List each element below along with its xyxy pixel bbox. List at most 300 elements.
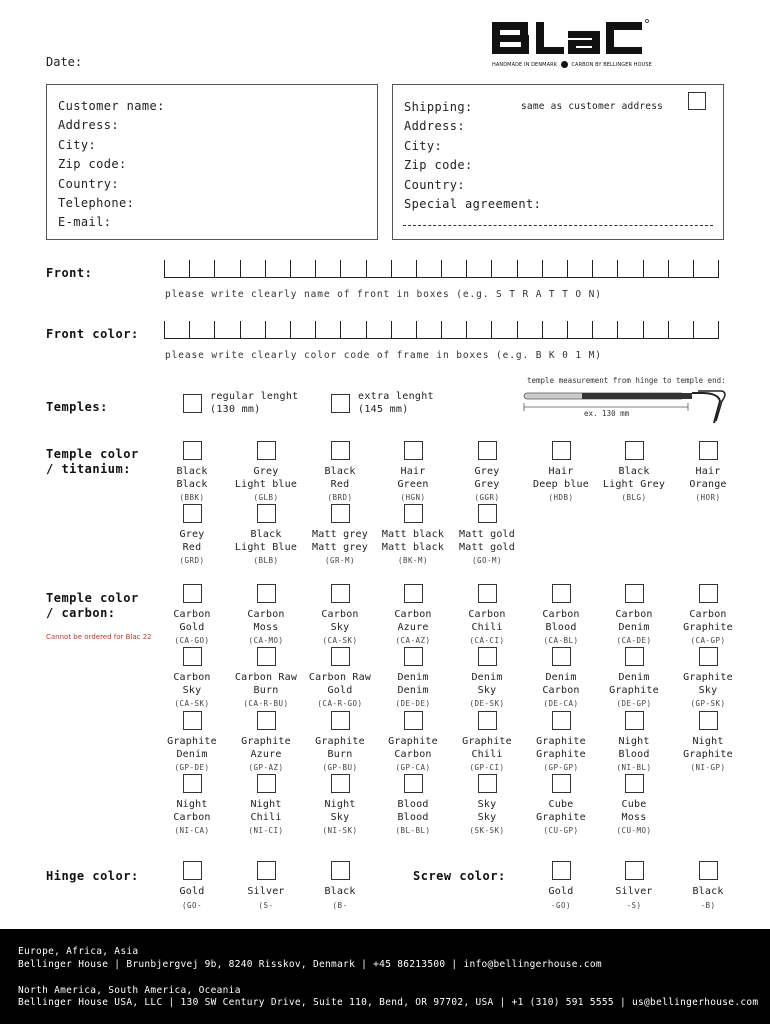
option-line1: Gold [179,886,205,897]
color-checkbox[interactable] [257,504,276,523]
option-line1: Black [250,529,282,540]
option-line1: Denim [397,672,429,683]
temple-illustration-icon [522,387,747,427]
option-code: (HDB) [548,493,574,502]
footer-address-2: Bellinger House USA, LLC | 130 SW Century Drive, Suite 110, Bend, OR 97702, USA | +1 (310) 591 5555 | us@bellingerhouse.com [18,997,759,1008]
color-option[interactable] [154,861,230,912]
color-checkbox[interactable] [625,647,644,666]
option-line2: Matt gold [459,541,515,553]
option-code: -S) [626,900,642,910]
option-line1: Carbon [468,609,506,620]
option-line1: Carbon [321,609,359,620]
color-checkbox[interactable] [478,504,497,523]
customer-box [46,84,378,240]
char-box[interactable] [668,321,693,339]
option-line1: Black [324,466,356,477]
char-box[interactable] [290,260,315,278]
char-box[interactable] [315,260,340,278]
color-option[interactable] [154,774,230,837]
date-label: Date: [46,55,83,69]
color-option[interactable] [302,711,378,774]
option-line1: Gold [548,886,574,897]
color-checkbox[interactable] [699,441,718,460]
same-as-customer-checkbox[interactable] [688,92,706,110]
option-line1: Grey [253,466,279,477]
customer-field[interactable]: Address: [58,118,119,133]
option-code: (DE-DE) [395,699,431,708]
char-box[interactable] [441,260,466,278]
char-box[interactable] [491,321,516,339]
option-code: (B- [332,900,348,910]
option-line1: Denim [545,672,577,683]
color-option[interactable] [670,711,746,774]
option-code: (DE-SK) [469,699,505,708]
char-box[interactable] [617,260,642,278]
front-color-char-boxes[interactable] [164,321,719,339]
color-checkbox[interactable] [552,584,571,603]
temple-measure-example: ex. 130 mm [584,409,630,418]
option-line1: Sky [477,799,497,810]
option-code: (SK-SK) [469,826,505,835]
color-option[interactable] [228,647,304,710]
option-code: (GR-M) [324,556,356,565]
footer-region-1: Europe, Africa, Asia [18,946,139,957]
option-line1: Hair [548,466,574,477]
char-box[interactable] [391,321,416,339]
option-line2: Azure [250,748,282,760]
titanium-label [46,447,139,476]
option-line1: Grey [474,466,500,477]
color-checkbox[interactable] [478,584,497,603]
color-checkbox[interactable] [257,441,276,460]
color-option[interactable] [670,441,746,504]
color-checkbox[interactable] [625,861,644,880]
color-option[interactable] [375,774,451,837]
color-option[interactable] [449,441,525,504]
temple-extra-line2: (145 mm) [358,403,409,415]
color-option[interactable] [449,647,525,710]
color-checkbox[interactable] [183,774,202,793]
color-checkbox[interactable] [257,584,276,603]
color-checkbox[interactable] [331,584,350,603]
carbon-note: Cannot be ordered for Blac 22 [46,633,152,641]
footer-region-2: North America, South America, Oceania [18,985,241,996]
option-code: (GGR) [474,493,500,502]
customer-field[interactable]: City: [58,137,97,152]
shipping-field[interactable]: Address: [404,119,465,134]
char-box[interactable] [567,260,592,278]
color-option[interactable] [449,774,525,837]
customer-field[interactable]: E-mail: [58,215,112,230]
option-line2: Deep blue [533,478,589,490]
color-option[interactable] [228,584,304,647]
option-code: (GP-CI) [469,763,505,772]
option-line2: Sky [330,811,350,823]
color-checkbox[interactable] [183,504,202,523]
char-box[interactable] [668,260,693,278]
color-checkbox[interactable] [404,504,423,523]
color-option[interactable] [523,584,599,647]
color-option[interactable] [228,441,304,504]
option-code: (CA-GO) [174,636,210,645]
color-checkbox[interactable] [331,647,350,666]
color-option[interactable] [154,711,230,774]
option-code: (S- [258,900,274,910]
footer-address-1: Bellinger House | Brunbjergvej 9b, 8240 Risskov, Denmark | +45 86213500 | info@bellingerhouse.com [18,959,602,970]
char-box[interactable] [315,321,340,339]
char-box[interactable] [592,321,617,339]
color-option[interactable] [154,647,230,710]
color-checkbox[interactable] [699,711,718,730]
option-line2: Chili [471,748,503,760]
color-checkbox[interactable] [257,647,276,666]
color-checkbox[interactable] [478,774,497,793]
char-box[interactable] [340,321,365,339]
option-line1: Matt black [381,529,445,540]
color-option[interactable] [154,441,230,504]
color-checkbox[interactable] [625,774,644,793]
shipping-fields [404,98,541,214]
option-line2: Graphite [536,811,586,823]
option-line2: Denim [176,748,208,760]
color-checkbox[interactable] [404,441,423,460]
option-line2: Graphite [609,684,659,696]
option-line2: Chili [250,811,282,823]
option-line1: Denim [471,672,503,683]
char-box[interactable] [366,321,391,339]
shipping-field[interactable]: Country: [404,177,465,192]
customer-fields [58,97,165,233]
option-line1: Graphite [683,672,733,683]
option-code: (NI-CI) [248,826,284,835]
option-line1: Hair [400,466,426,477]
color-checkbox[interactable] [625,584,644,603]
color-checkbox[interactable] [552,774,571,793]
char-box[interactable] [542,321,567,339]
shipping-field[interactable]: Special agreement: [404,196,542,211]
color-option[interactable] [375,441,451,504]
option-line2: Graphite [683,748,733,760]
option-code: (DE-CA) [543,699,579,708]
option-code: (NI-GP) [690,763,726,772]
front-hint: please write clearly name of front in boxes (e.g. S T R A T T O N) [165,289,602,300]
color-checkbox[interactable] [331,441,350,460]
color-option[interactable] [596,711,672,774]
color-checkbox[interactable] [331,711,350,730]
color-option[interactable] [596,441,672,504]
option-code: (NI-CA) [174,826,210,835]
option-line2: Blood [618,748,650,760]
color-checkbox[interactable] [257,711,276,730]
option-code: (CA-GP) [690,636,726,645]
option-code: (GP-GP) [543,763,579,772]
temple-regular-checkbox[interactable] [183,394,202,413]
color-checkbox[interactable] [552,861,571,880]
char-box[interactable] [542,260,567,278]
char-box[interactable] [517,260,542,278]
color-option[interactable] [228,711,304,774]
option-line1: Black [692,886,724,897]
option-line1: Carbon [542,609,580,620]
option-line2: Light Grey [602,478,666,490]
char-box[interactable] [466,321,491,339]
front-char-boxes[interactable] [164,260,719,278]
option-code: -GO) [550,900,572,910]
color-option[interactable] [302,774,378,837]
option-line2: Carbon [542,684,580,696]
option-code: -B) [700,900,716,910]
color-checkbox[interactable] [183,861,202,880]
char-box[interactable] [416,321,441,339]
screw-color-label: Screw color: [413,869,506,883]
option-line1: Night [176,799,208,810]
option-line2: Orange [689,478,727,490]
option-line2: Carbon [394,748,432,760]
color-checkbox[interactable] [257,774,276,793]
option-line2: Light blue [234,478,298,490]
option-line2: Matt black [381,541,445,553]
carbon-label-line1: Temple color [46,591,139,605]
color-option[interactable] [523,441,599,504]
color-checkbox[interactable] [699,861,718,880]
char-box[interactable] [340,260,365,278]
option-code: (HGN) [400,493,426,502]
color-option[interactable] [154,504,230,567]
color-checkbox[interactable] [552,711,571,730]
color-checkbox[interactable] [552,647,571,666]
option-line2: Graphite [683,621,733,633]
char-box[interactable] [164,260,189,278]
color-checkbox[interactable] [478,711,497,730]
color-checkbox[interactable] [183,647,202,666]
option-line2: Gold [179,621,205,633]
color-option[interactable] [596,774,672,837]
option-line2: Sky [477,684,497,696]
char-box[interactable] [290,321,315,339]
customer-field[interactable]: Customer name: [58,99,165,113]
char-box[interactable] [643,321,668,339]
color-option[interactable] [670,647,746,710]
color-option[interactable] [523,711,599,774]
color-option[interactable] [596,647,672,710]
char-box[interactable] [240,321,265,339]
same-as-customer-label: same as customer address [521,101,664,112]
color-option[interactable] [596,584,672,647]
temple-measure-caption: temple measurement from hinge to temple end: [527,376,726,385]
temple-extra-line1: extra lenght [358,391,434,402]
option-code: (HOR) [695,493,721,502]
option-line1: Cube [621,799,647,810]
char-box[interactable] [214,260,239,278]
tagline-right: CARBON BY BELLINGER HOUSE [571,62,652,68]
front-label: Front: [46,266,93,280]
titanium-label-line1: Temple color [46,447,139,461]
customer-field[interactable]: Telephone: [58,195,135,210]
option-code: (CA-SK) [174,699,210,708]
char-box[interactable] [240,260,265,278]
option-line1: Cube [548,799,574,810]
option-line1: Black [324,886,356,897]
option-code: (GLB) [253,493,279,502]
option-code: (CU-MO) [616,826,652,835]
color-option[interactable] [375,584,451,647]
char-box[interactable] [189,260,214,278]
color-option[interactable] [302,861,378,912]
color-checkbox[interactable] [183,441,202,460]
shipping-field[interactable]: Shipping: [404,100,473,114]
option-line2: Grey [474,478,500,490]
color-option[interactable] [449,711,525,774]
char-box[interactable] [265,260,290,278]
char-box[interactable] [164,321,189,339]
color-checkbox[interactable] [699,647,718,666]
option-code: (GP-BU) [322,763,358,772]
option-code: (CA-R-BU) [243,699,289,708]
option-line1: Blood [397,799,429,810]
char-box[interactable] [366,260,391,278]
option-line2: Burn [327,748,353,760]
option-line2: Sky [477,811,497,823]
option-line1: Night [250,799,282,810]
option-line1: Carbon [615,609,653,620]
temple-regular-line1: regular lenght [210,391,299,402]
customer-field[interactable]: Country: [58,176,119,191]
option-line2: Light Blue [234,541,298,553]
option-line2: Denim [397,684,429,696]
option-code: (CU-GP) [543,826,579,835]
color-option[interactable] [523,647,599,710]
option-code: (GRD) [179,556,205,565]
option-line2: Matt grey [312,541,368,553]
color-checkbox[interactable] [404,584,423,603]
option-code: (GO- [181,900,203,910]
hinge-color-label: Hinge color: [46,869,139,883]
option-code: (CA-SK) [322,636,358,645]
option-line2: Moss [253,621,279,633]
char-box[interactable] [617,321,642,339]
char-box[interactable] [643,260,668,278]
option-line1: Denim [618,672,650,683]
color-checkbox[interactable] [478,441,497,460]
option-code: (NI-SK) [322,826,358,835]
option-line2: Sky [182,684,202,696]
color-checkbox[interactable] [699,584,718,603]
option-line2: Azure [397,621,429,633]
option-line2: Burn [253,684,279,696]
color-checkbox[interactable] [257,861,276,880]
color-checkbox[interactable] [404,774,423,793]
color-option[interactable] [670,861,746,912]
color-checkbox[interactable] [183,711,202,730]
option-line1: Carbon Raw [308,672,372,683]
char-box[interactable] [567,321,592,339]
option-line1: Graphite [462,736,512,747]
color-checkbox[interactable] [552,441,571,460]
color-option[interactable] [596,861,672,912]
option-code: (CA-AZ) [395,636,431,645]
option-code: (GP-DE) [174,763,210,772]
color-option[interactable] [302,441,378,504]
char-box[interactable] [466,260,491,278]
char-box[interactable] [517,321,542,339]
option-line1: Carbon [173,609,211,620]
color-option[interactable] [449,504,525,567]
char-box[interactable] [391,260,416,278]
temple-extra-checkbox[interactable] [331,394,350,413]
option-line2: Carbon [173,811,211,823]
option-code: (BK-M) [397,556,429,565]
char-box[interactable] [693,321,719,339]
shipping-field[interactable]: City: [404,138,443,153]
color-checkbox[interactable] [331,504,350,523]
color-option[interactable] [449,584,525,647]
color-option[interactable] [670,584,746,647]
color-checkbox[interactable] [625,441,644,460]
option-line1: Silver [615,886,653,897]
color-option[interactable] [302,584,378,647]
special-agreement-line[interactable] [403,225,713,226]
color-option[interactable] [154,584,230,647]
char-box[interactable] [693,260,719,278]
color-option[interactable] [375,504,451,567]
temples-label: Temples: [46,400,108,414]
option-code: (CA-CI) [469,636,505,645]
color-checkbox[interactable] [183,584,202,603]
option-code: (GP-AZ) [248,763,284,772]
option-line1: Graphite [315,736,365,747]
tagline-left: HANDMADE IN DENMARK [492,62,558,68]
option-line1: Hair [695,466,721,477]
color-option[interactable] [228,861,304,912]
char-box[interactable] [441,321,466,339]
color-option[interactable] [375,647,451,710]
temple-regular-option[interactable] [183,391,299,416]
carbon-label-line2: / carbon: [46,605,116,620]
color-option[interactable] [375,711,451,774]
color-option[interactable] [523,774,599,837]
temple-regular-text [210,391,299,416]
color-option[interactable] [228,504,304,567]
char-box[interactable] [491,260,516,278]
color-checkbox[interactable] [331,774,350,793]
char-box[interactable] [592,260,617,278]
color-option[interactable] [228,774,304,837]
temple-extra-option[interactable] [331,391,434,416]
option-code: (BL-BL) [395,826,431,835]
option-line1: Graphite [536,736,586,747]
shipping-field[interactable]: Zip code: [404,158,473,173]
char-box[interactable] [214,321,239,339]
char-box[interactable] [265,321,290,339]
color-checkbox[interactable] [478,647,497,666]
color-checkbox[interactable] [331,861,350,880]
option-line2: Denim [618,621,650,633]
color-option[interactable] [523,861,599,912]
option-code: (CA-DE) [616,636,652,645]
char-box[interactable] [189,321,214,339]
color-option[interactable] [302,647,378,710]
color-checkbox[interactable] [625,711,644,730]
front-color-label: Front color: [46,327,139,341]
char-box[interactable] [416,260,441,278]
color-option[interactable] [302,504,378,567]
blac-logo-mark [490,18,650,58]
color-checkbox[interactable] [404,711,423,730]
color-checkbox[interactable] [404,647,423,666]
option-line1: Graphite [241,736,291,747]
customer-field[interactable]: Zip code: [58,157,127,172]
option-code: (BLG) [621,493,647,502]
